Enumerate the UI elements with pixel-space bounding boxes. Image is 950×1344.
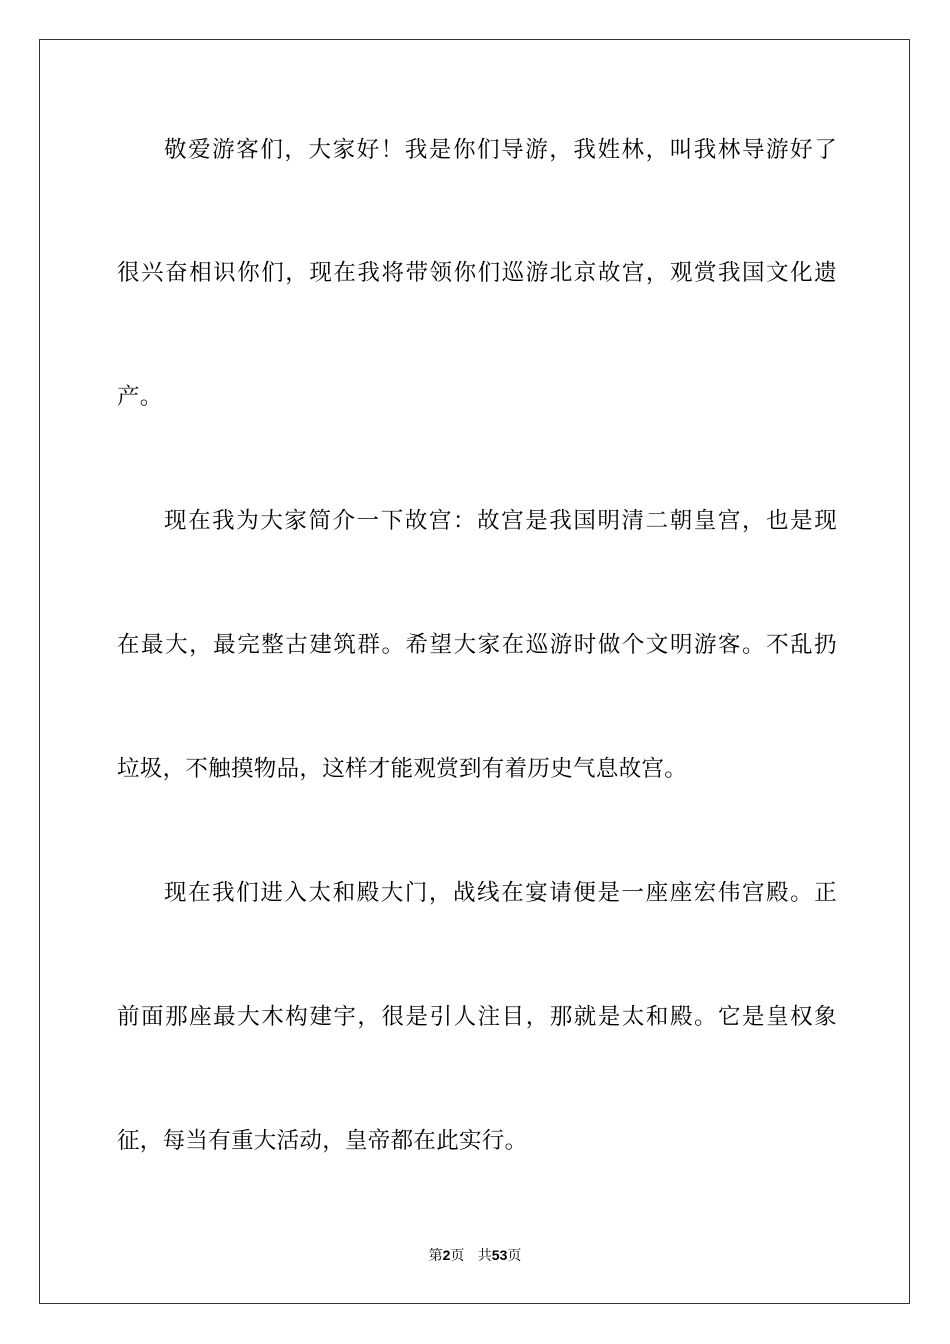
paragraph-1-line-3: 产。 — [117, 384, 163, 410]
paragraph-1-line-1: 敬爱游客们，大家好！我是你们导游，我姓林，叫我林导游好了 — [164, 137, 837, 163]
paragraph-3-line-1: 现在我们进入太和殿大门，战线在宴请便是一座座宏伟宫殿。正 — [164, 880, 837, 906]
paragraph-3-line-2: 前面那座最大木构建宇，很是引人注目，那就是太和殿。它是皇权象 — [117, 1004, 837, 1030]
footer-total-suffix: 页 — [507, 1248, 522, 1264]
paragraph-2-line-1: 现在我为大家简介一下故宫：故宫是我国明清二朝皇宫，也是现 — [164, 508, 837, 534]
footer-page-suffix: 页 — [450, 1248, 465, 1264]
page-footer — [0, 1245, 950, 1266]
paragraph-2-line-3: 垃圾，不触摸物品，这样才能观赏到有着历史气息故宫。 — [117, 756, 688, 782]
footer-total-pages: 53 — [491, 1247, 508, 1263]
page-frame — [39, 39, 910, 1304]
paragraph-3-line-3: 征，每当有重大活动，皇帝都在此实行。 — [117, 1128, 528, 1154]
footer-total-prefix: 共 — [477, 1248, 492, 1264]
paragraph-1-line-2: 很兴奋相识你们，现在我将带领你们巡游北京故宫，观赏我国文化遗 — [117, 260, 837, 286]
paragraph-2-line-2: 在最大，最完整古建筑群。希望大家在巡游时做个文明游客。不乱扔 — [117, 632, 837, 658]
footer-current-page: 2 — [442, 1247, 451, 1263]
footer-page-prefix: 第 — [428, 1248, 443, 1264]
